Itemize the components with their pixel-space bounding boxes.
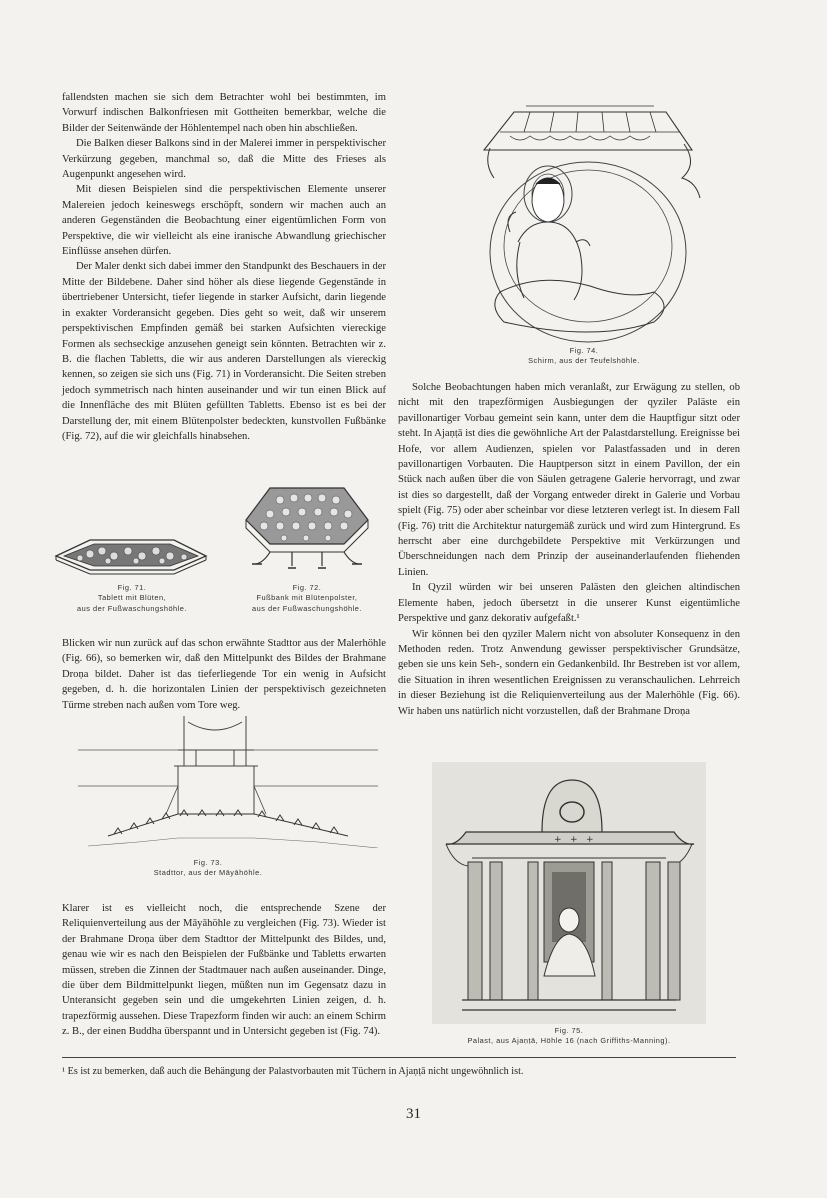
figure-73-city-gate-drawing <box>78 716 378 848</box>
figure-74-umbrella-drawing <box>470 92 710 344</box>
figure-71-caption <box>52 583 212 614</box>
caption-number: Fig. 74. <box>569 346 599 355</box>
caption-line: Tablett mit Blüten, <box>97 593 167 603</box>
caption-number: Fig. 73. <box>193 858 223 867</box>
paragraph: Wir können bei den qyziler Malern nicht von absoluter Konsequenz in den Methoden reden. Trotz Anwendung gewisser perspektivischer Grundsätze, geben sie uns kein Seh-, sondern ein Gedankenbild. Ihr Bestreben ist vor allem, die Situation in ihren wesentlichen Ereignissen zu veranschaulichen. Lehrreich in dieser Beziehung ist die Reliquienverteilung aus der Malerhöhle (Fig. 66). Wir haben uns natürlich nicht vorzustellen, daß der Brahmane Droṇa <box>398 628 740 717</box>
right-column-text <box>398 380 740 719</box>
figure-72-caption <box>222 583 392 614</box>
figure-73-caption <box>118 858 298 879</box>
page-number: 31 <box>406 1106 421 1122</box>
svg-text:+: + <box>570 835 578 845</box>
figure-74-caption <box>484 346 684 367</box>
paragraph: Blicken wir nun zurück auf das schon erwähnte Stadttor aus der Malerhöhle (Fig. 66), so bemerken wir, daß den Mittelpunkt des Bildes der Brahmane Droṇa bildet. Daher ist das tieferliegende Tor ein wenig in Aufsicht gegeben, d. h. die horizontalen Linien der perspektivisch gezeichneten Türme streben nach außen vom Tore weg. <box>62 638 386 711</box>
left-column-middle <box>62 636 386 713</box>
figure-75-caption <box>424 1026 714 1047</box>
figure-71-tray-drawing <box>50 526 210 576</box>
caption-line: Stadttor, aus der Māyāhöhle. <box>153 868 263 878</box>
figure-72-footstool-drawing <box>240 476 374 576</box>
caption-line: Fußbank mit Blütenpolster, <box>256 593 358 603</box>
caption-line: Palast, aus Ajaṇṭā, Höhle 16 (nach Griffiths-Manning). <box>467 1036 671 1046</box>
paragraph: Der Maler denkt sich dabei immer den Standpunkt des Beschauers in der Mitte der Bildebene. Daher sind höher als diese liegende Gegenstände in übertriebener Untersicht, tiefer liegende in starker Aufsicht, darin liegende in exakter Vorderansicht gegeben. Dies geht so weit, daß wir unserem perspektivischen Empfinden gemäß bei starken Aufsichten viereckige Formen als sechseckige anzusehen geneigt sein könnten. Betrachten wir z. B. die flachen Tabletts, die wir aus anderen Darstellungen als viereckig kennen, so zeigen sie sich uns (Fig. 71) in Vorderansicht. Die Seiten streben jedoch symmetrisch nach hinten auseinander und wir tun einen Blick auf die Innenfläche des mit Blüten gefüllten Tabletts. Ebenso ist es bei der Darstellung der, mit einem Blütenpolster bedeckten, kunstvollen Fußbänke (Fig. 72), auf die wir gleichfalls hinabsehen. <box>62 261 386 442</box>
caption-line: Schirm, aus der Teufelshöhle. <box>528 356 640 366</box>
caption-number: Fig. 72. <box>292 583 322 592</box>
caption-line: aus der Fußwaschungshöhle. <box>252 603 362 613</box>
paragraph: Mit diesen Beispielen sind die perspektivischen Elemente unserer Malereien jedoch keineswegs erschöpft, sondern wir machen auch an anderen Gegenständen die Beobachtung einer eigentümlichen Form von Perspektive, die wir vielleicht als eine iranische Abwandlung griechischer Einflüsse ansehen dürfen. <box>62 184 386 258</box>
left-column-bottom <box>62 901 386 1040</box>
paragraph: fallendsten machen sie sich dem Betrachter wohl bei bestimmten, im Vorwurf indischen Balkonfriesen mit Gottheiten bemerkbar, welche die Bilder der Seitenwände der Höhlentempel nach oben hin abschließen. <box>62 92 386 134</box>
caption-line: aus der Fußwaschungshöhle. <box>77 603 187 613</box>
figure-75-palace-image <box>432 762 706 1024</box>
paragraph: Die Balken dieser Balkons sind in der Malerei immer in perspektivischer Verkürzung gegeben, manchmal so, daß die Mitte des Frieses als Augenpunkt angesehen wird. <box>62 138 386 181</box>
paragraph: In Qyzil würden wir bei unseren Palästen den gleichen altindischen Elemente haben, jedoch übersetzt in die unserer Kunst eigentümliche Perspektive und ganz dekorativ aufgefaßt.¹ <box>398 582 740 625</box>
caption-number: Fig. 75. <box>554 1026 584 1035</box>
paragraph: Solche Beobachtungen haben mich veranlaßt, zur Erwägung zu stellen, ob nicht mit den trapezförmigen Ausbiegungen der qyziler Paläste ein pavillonartiger Vorbau gemeint sein kann, unter dem die Hauptfigur sitzt oder steht. In Ajaṇṭā ist dies die gewöhnliche Art der Palastdarstellung. Ereignisse bei Hofe, vor allem Audienzen, spielen vor Palastfassaden und in deren pavillonartigen Vorbauten. Die Hauptperson sitzt in einem Pavillon, der ein Stück nach außen über die von Säulen getragene Galerie hervorragt, und zwar ist dies so dargestellt, daß der Vorgang entweder direkt in Galerie und Vorbau spielt (Fig. 75) oder aber scheinbar vor diese letzteren verlegt ist. In diesem Fall (Fig. 76) tritt die Architektur naturgemäß zurück und wird zum Hintergrund. Es herrscht aber eine durchgebildete Perspektive mit Verkürzungen und Überschneidungen nach dem Prinzip der auseinanderlaufenden fliehenden Linien. <box>398 382 740 578</box>
svg-text:+: + <box>554 835 562 845</box>
svg-text:+: + <box>586 835 594 845</box>
footnote: ¹ Es ist zu bemerken, daß auch die Behängung der Palastvorbauten mit Tüchern in Ajaṇṭā nicht ungewöhnlich ist. <box>62 1066 524 1077</box>
footnote-rule <box>62 1057 736 1058</box>
paragraph: Klarer ist es vielleicht noch, die entsprechende Szene der Reliquienverteilung aus der Māyāhöhle zu vergleichen (Fig. 73). Wieder ist der Brahmane Droṇa über dem Stadttor der Mittelpunkt des Bildes, und, genau wie wir es nach den Beispielen der Fußbänke und Tabletts erwarten müssen, streben die Zinnen der Stadtmauer nach außen auseinander. Dinge, die über dem Bildmittelpunkt liegen, müßten nun im Gegensatz dazu in Unteransicht gegeben sein und die umgekehrten Linien zeigen, d. h. trapezförmig aussehen. Diese Trapezform finden wir auch: an einem Schirm z. B., der einen Buddha überspannt und in Untersicht gegeben ist (Fig. 74). <box>62 903 386 1038</box>
left-column-top <box>62 90 386 444</box>
caption-number: Fig. 71. <box>117 583 147 592</box>
